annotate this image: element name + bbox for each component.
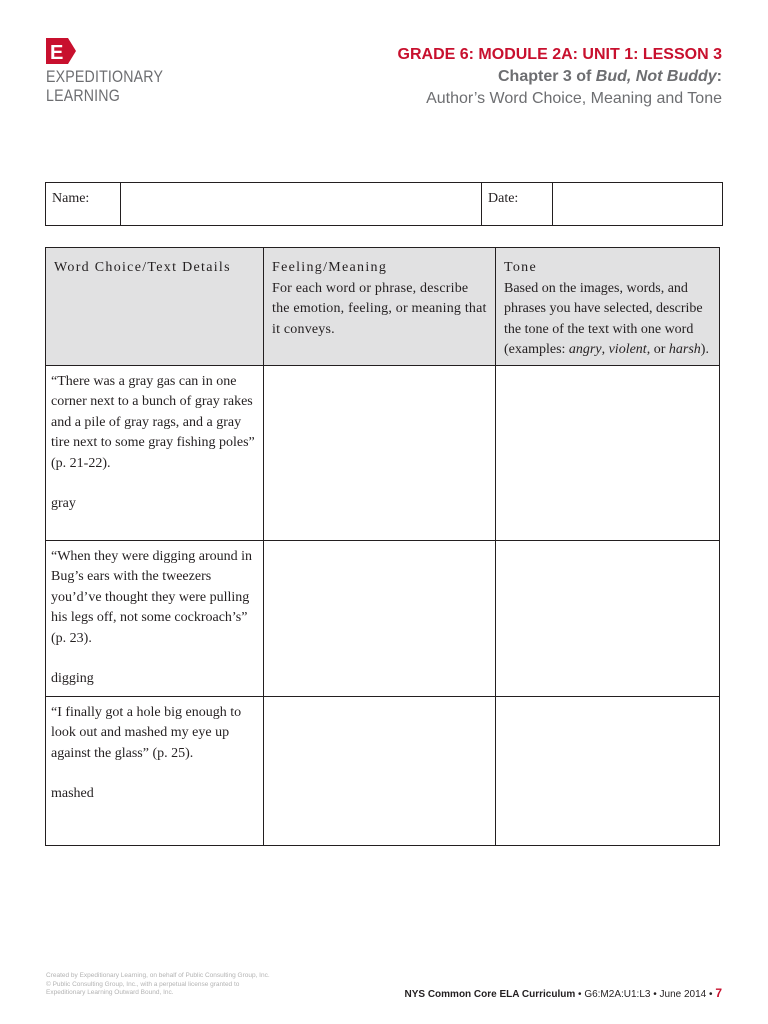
name-label: Name: [46, 183, 121, 226]
name-field[interactable] [121, 183, 482, 226]
header-tone-title: Tone [504, 260, 537, 275]
quote-cell [46, 540, 264, 696]
page-number: 7 [715, 986, 722, 1000]
credit-line-3: Expeditionary Learning Outward Bound, Inc. [46, 989, 174, 996]
header-feeling-meaning [264, 248, 496, 366]
focus-word: gray [51, 496, 76, 511]
tone-cell[interactable] [496, 696, 720, 845]
tone-example-angry: angry [568, 342, 602, 357]
footer-info [404, 986, 722, 1000]
book-title: Bud, Not Buddy [595, 68, 717, 85]
document-header [398, 44, 722, 110]
footer-sep-3: • [706, 989, 716, 1000]
el-logo-icon [46, 38, 76, 64]
header-tone-text: Based on the images, words, and phrases you have selected, describe the tone of the text with one word (examples: [504, 280, 703, 357]
header-word-choice-title: Word Choice/Text Details [54, 260, 231, 275]
header-word-choice [46, 248, 264, 366]
tone-end: ). [700, 342, 709, 357]
focus-word: digging [51, 671, 94, 686]
feeling-cell[interactable] [264, 365, 496, 540]
curriculum-name: NYS Common Core ELA Curriculum [404, 989, 576, 1000]
word-choice-table [45, 247, 720, 846]
tone-sep-2: , or [646, 342, 669, 357]
lesson-subtitle: Author’s Word Choice, Meaning and Tone [426, 90, 722, 107]
date-field[interactable] [553, 183, 723, 226]
logo-wordmark [46, 68, 163, 106]
lesson-code: G6:M2A:U1:L3 [584, 989, 651, 1000]
quote-cell [46, 365, 264, 540]
chapter-prefix: Chapter 3 of [498, 68, 596, 85]
feeling-cell[interactable] [264, 696, 496, 845]
tone-cell[interactable] [496, 540, 720, 696]
logo-line-2: LEARNING [46, 87, 120, 105]
quote-text: “When they were digging around in Bug’s ears with the tweezers you’d’ve thought they were pulling his legs off, not some cockroach’s” (p. 23). [51, 548, 252, 646]
quote-text: “There was a gray gas can in one corner next to a bunch of gray rakes and a pile of gray rags, and a gray tire next to some gray fishing poles” (p. 21-22). [51, 373, 255, 471]
tone-cell[interactable] [496, 365, 720, 540]
tone-example-violent: violent [608, 342, 647, 357]
credit-line-1: Created by Expeditionary Learning, on behalf of Public Consulting Group, Inc. [46, 972, 270, 979]
date-label: Date: [482, 183, 553, 226]
logo-line-1: EXPEDITIONARY [46, 68, 164, 86]
header-feeling-title: Feeling/Meaning [272, 260, 388, 275]
quote-text: “I finally got a hole big enough to look out and mashed my eye up against the glass” (p. 25). [51, 704, 242, 761]
expeditionary-learning-logo [46, 38, 182, 106]
table-row [46, 540, 720, 696]
footer-credits [46, 972, 270, 998]
tone-example-harsh: harsh [668, 342, 701, 357]
footer-sep-1: • [575, 989, 585, 1000]
chapter-suffix: : [716, 68, 722, 85]
table-row [46, 696, 720, 845]
chapter-title [398, 66, 722, 88]
footer-date: June 2014 [659, 989, 707, 1000]
quote-cell [46, 696, 264, 845]
svg-text:E: E [50, 42, 64, 64]
table-row [46, 365, 720, 540]
table-header-row [46, 248, 720, 366]
tone-sep-1: , [601, 342, 609, 357]
focus-word: mashed [51, 786, 94, 801]
header-tone [496, 248, 720, 366]
credit-line-2: © Public Consulting Group, Inc., with a perpetual license granted to [46, 980, 240, 988]
name-date-box [45, 182, 723, 226]
header-feeling-text: For each word or phrase, describe the emotion, feeling, or meaning that it conveys. [272, 280, 487, 337]
lesson-title: GRADE 6: MODULE 2A: UNIT 1: LESSON 3 [397, 46, 722, 63]
footer-sep-2: • [650, 989, 660, 1000]
feeling-cell[interactable] [264, 540, 496, 696]
